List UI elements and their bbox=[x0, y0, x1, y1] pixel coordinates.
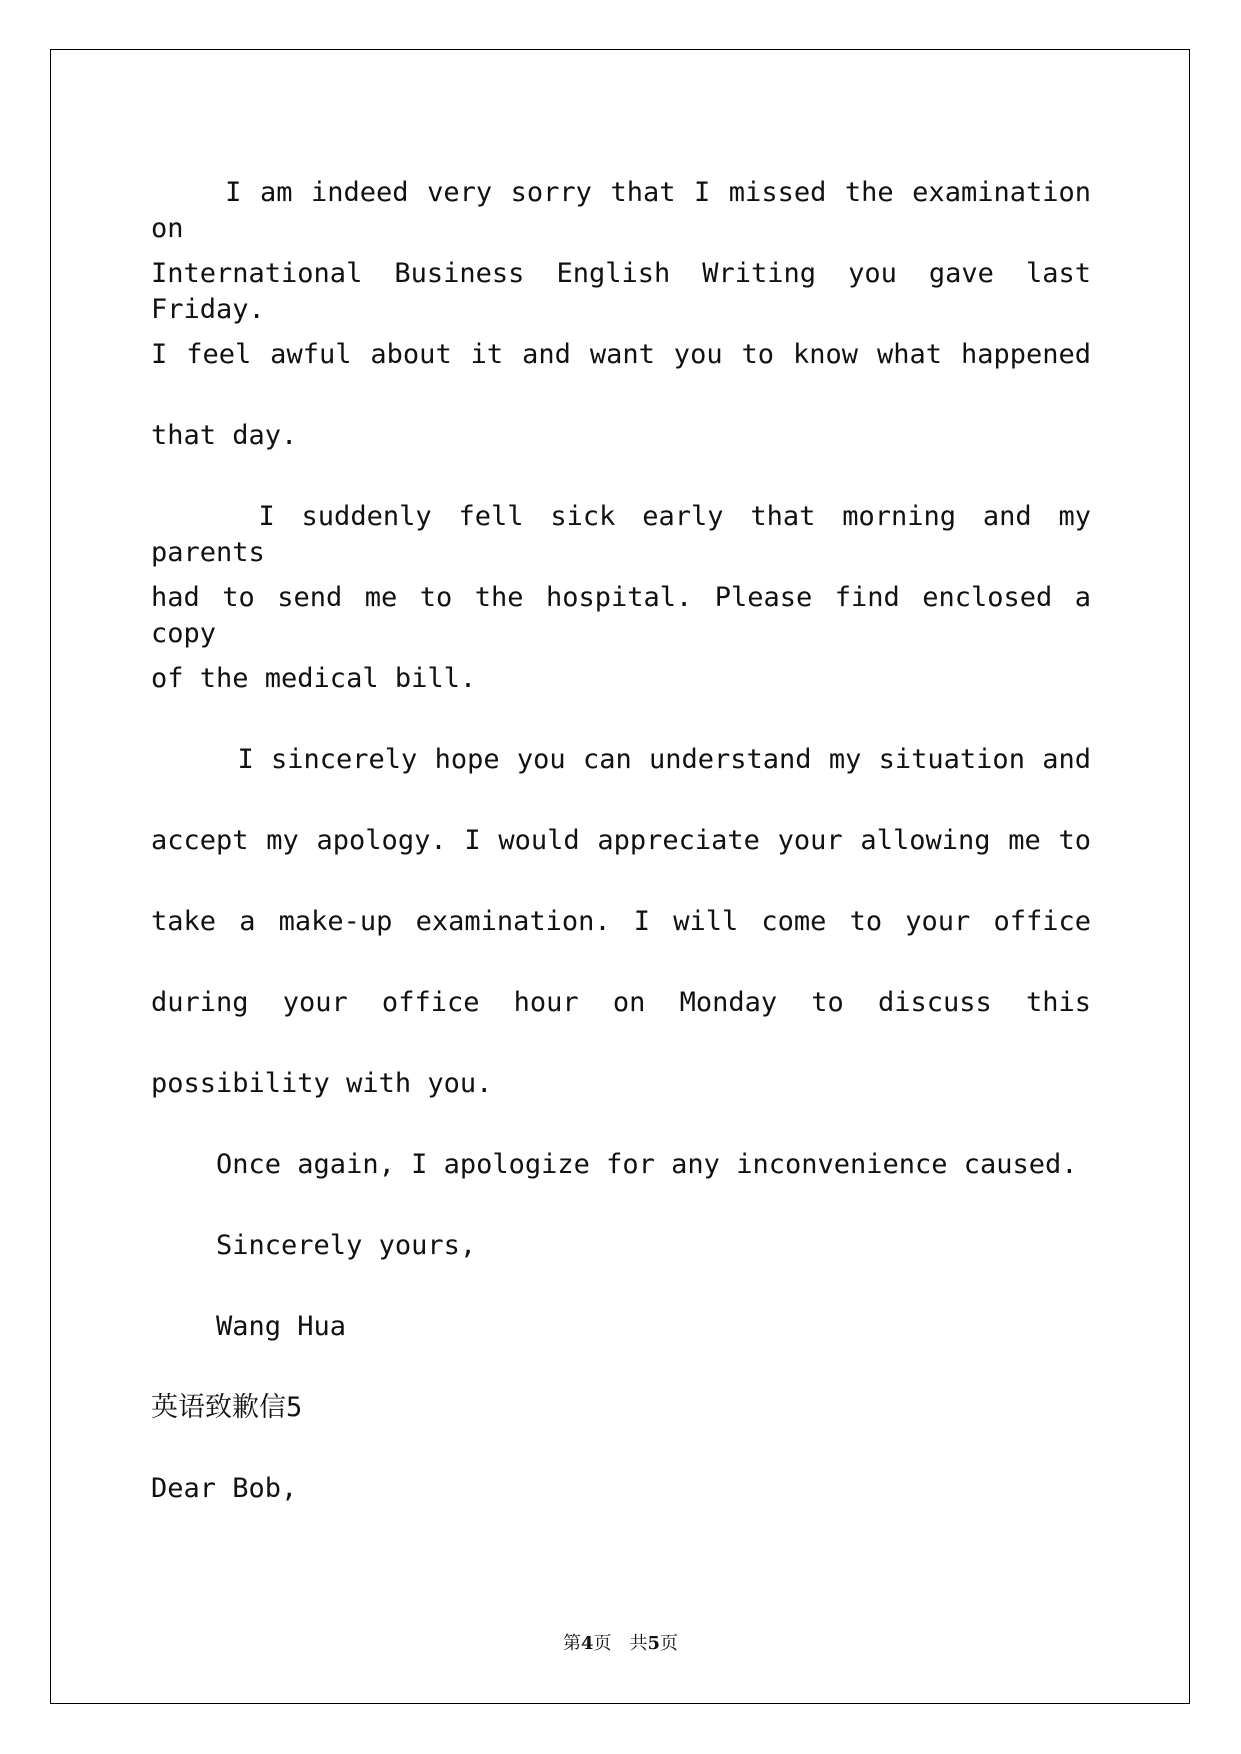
page-footer bbox=[0, 1629, 1241, 1655]
text-line-13: Once again, I apologize for any inconvenience caused. bbox=[151, 1149, 1078, 1180]
text-line-5: I suddenly fell sick early that morning and my parents bbox=[151, 501, 1108, 568]
text-line-3: I feel awful about it and want you to know what happened bbox=[151, 339, 1091, 370]
footer-prefix: 第 bbox=[562, 1633, 581, 1654]
text-line-10: take a make-up examination. I will come to your office bbox=[151, 906, 1091, 937]
text-line-1: I am indeed very sorry that I missed the examination on bbox=[151, 177, 1108, 244]
text-line-12: possibility with you. bbox=[151, 1068, 493, 1099]
section-heading: 英语致歉信5 bbox=[151, 1392, 303, 1423]
text-line-8: I sincerely hope you can understand my situation and bbox=[151, 744, 1092, 775]
text-line-4: that day. bbox=[151, 420, 298, 451]
footer-total-pages: 5 bbox=[647, 1633, 661, 1654]
closing-line: Sincerely yours, bbox=[151, 1230, 477, 1261]
text-line-9: accept my apology. I would appreciate your allowing me to bbox=[151, 825, 1091, 856]
greeting-line: Dear Bob, bbox=[151, 1473, 298, 1504]
footer-suffix: 页 bbox=[660, 1633, 679, 1654]
text-line-6: had to send me to the hospital. Please find enclosed a copy bbox=[151, 582, 1108, 649]
footer-mid: 页 共 bbox=[593, 1633, 648, 1654]
text-line-7: of the medical bill. bbox=[151, 663, 477, 694]
text-line-11: during your office hour on Monday to discuss this bbox=[151, 987, 1091, 1018]
text-line-2: International Business English Writing you gave last Friday. bbox=[151, 258, 1108, 325]
signature-line: Wang Hua bbox=[151, 1311, 347, 1342]
footer-current-page: 4 bbox=[580, 1633, 594, 1654]
